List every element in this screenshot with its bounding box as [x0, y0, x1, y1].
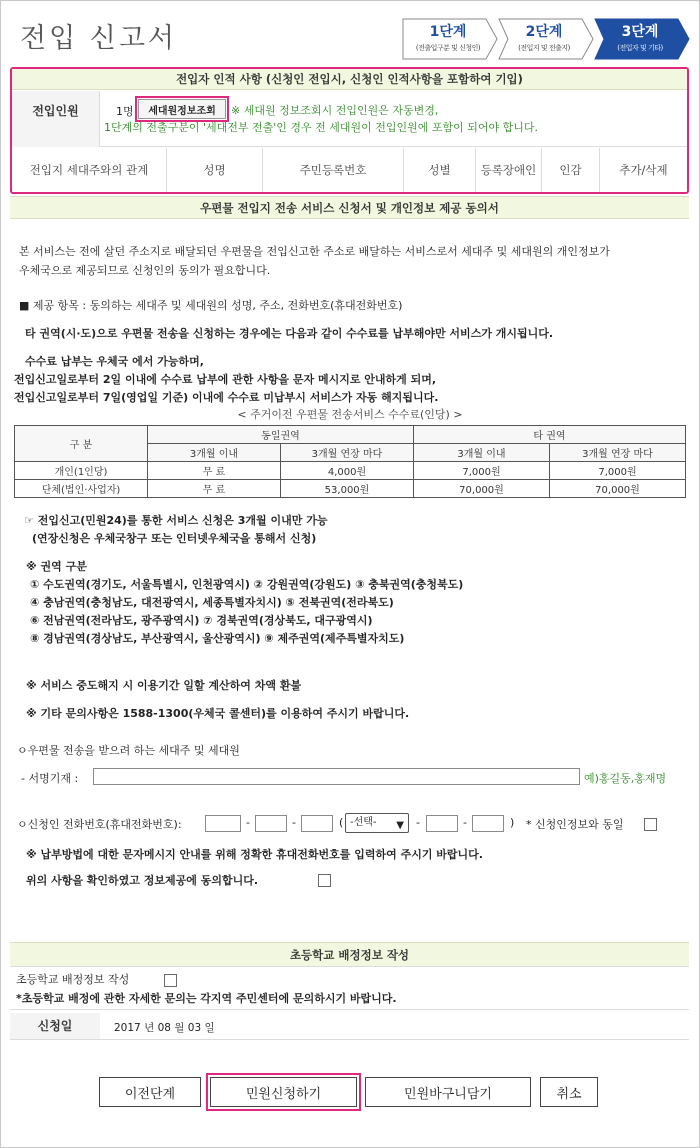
prev-step-button[interactable]: 이전단계 [99, 1077, 201, 1107]
fee-table-caption: < 주거이전 우편물 전송서비스 수수료(인당) > [237, 408, 463, 421]
phone-dash: - [416, 816, 420, 829]
basket-button[interactable]: 민원바구니담기 [365, 1077, 531, 1107]
fee-header-same: 동일권역 [148, 426, 414, 444]
column-seal: 인감 [542, 148, 600, 192]
chevron-down-icon: ▼ [396, 820, 404, 831]
phone-label: ㅇ신청인 전화번호(휴대전화번호): [17, 818, 182, 831]
step-3-subtitle: (전입자 및 기타) [617, 44, 663, 52]
member-count-value: 1명 [116, 105, 134, 118]
step-2 [498, 18, 594, 60]
phone-part-5-input[interactable] [472, 815, 504, 832]
same-as-applicant-label: * 신청인정보와 동일 [526, 818, 624, 831]
column-resident-number: 주민등록번호 [263, 148, 404, 192]
page-title: 전입 신고서 [20, 23, 177, 54]
members-section-header: 전입자 인적 사항 (신청인 전입시, 신청인 인적사항을 포함하여 기입) [12, 69, 687, 90]
recipients-label: ㅇ우편물 전송을 받으려 하는 세대주 및 세대원 [17, 744, 240, 757]
postal-items: ■ 제공 항목 : 동의하는 세대주 및 세대원의 성명, 주소, 전화번호(휴대전화번호) [19, 299, 403, 312]
apply-month-unit: 월 [174, 1022, 185, 1034]
phone-carrier-select-value: -선택- [350, 817, 377, 828]
fee-row-label: 개인(1인당) [15, 462, 148, 480]
fee-table [14, 425, 686, 498]
apply-date-value [114, 1020, 215, 1035]
elementary-note: *초등학교 배정에 관한 자세한 문의는 각지역 주민센터에 문의하시기 바랍니다. [16, 992, 397, 1005]
members-section [10, 67, 689, 194]
column-name: 성명 [167, 148, 263, 192]
region-title: ※ 권역 구분 [26, 560, 87, 573]
phone-paren-open: ( [339, 816, 344, 829]
phone-dash: - [246, 816, 250, 829]
refund-notice: ※ 서비스 중도해지 시 이용기간 일할 계산하여 차액 환불 [26, 679, 302, 692]
fee-cell: 70,000원 [414, 480, 550, 498]
agree-label: 위의 사항을 확인하였고 정보제공에 동의합니다. [26, 874, 259, 887]
fee-row-label: 단체(법인·사업자) [15, 480, 148, 498]
postal-intro-1: 본 서비스는 전에 살던 주소지로 배달되던 우편물을 전입신고한 주소로 배달하는 서비스로서 세대주 및 세대원의 개인정보가 [19, 245, 610, 258]
step-2-number: 2단계 [525, 24, 563, 40]
fee-cell: 4,000원 [281, 462, 414, 480]
postal-section-header: 우편물 전입지 전송 서비스 신청서 및 개인정보 제공 동의서 [10, 196, 689, 219]
apply-date-row [10, 1013, 689, 1040]
postal-pay-2: 전입신고일로부터 2일 이내에 수수료 납부에 관한 사항을 문자 메시지로 안내하게 되며, [14, 373, 437, 386]
fee-header-same-within: 3개월 이내 [148, 444, 281, 462]
step-3 [594, 18, 690, 60]
region-line-3: ⑥ 전남권역(전라남도, 광주광역시) ⑦ 경북권역(경상북도, 대구광역시) [30, 614, 373, 627]
step-1-subtitle: (전출입구분 및 신청인) [415, 44, 481, 52]
column-gender: 성별 [404, 148, 476, 192]
postal-fee-notice: 타 권역(시·도)으로 우편물 전송을 신청하는 경우에는 다음과 같이 수수료를 납부해야만 서비스가 개시됩니다. [25, 327, 554, 340]
contact-notice: ※ 기타 문의사항은 1588-1300(우체국 콜센터)를 이용하여 주시기 바랍니다. [26, 707, 410, 720]
phone-part-2-input[interactable] [255, 815, 287, 832]
postal-intro-2: 우체국으로 제공되므로 신청인의 동의가 필요합니다. [19, 264, 271, 277]
agree-checkbox[interactable] [318, 874, 331, 887]
postal-pay-1: 수수료 납부는 우체국 에서 가능하며, [25, 355, 204, 368]
phone-paren-close: ) [510, 816, 515, 829]
online-notice-1: ☞ 전입신고(민원24)를 통한 서비스 신청은 3개월 이내만 가능 [24, 514, 328, 527]
member-columns [12, 148, 687, 192]
phone-part-4-input[interactable] [426, 815, 458, 832]
same-as-applicant-checkbox[interactable] [644, 818, 657, 831]
member-count-label: 전입인원 [12, 91, 100, 147]
member-note-1: ※ 세대원 정보조회시 전입인원은 자동변경, [231, 104, 439, 117]
phone-note: ※ 납부방법에 대한 문자메시지 안내를 위해 정확한 휴대전화번호를 입력하여 주시기 바랍니다. [26, 848, 483, 861]
member-note-2: 1단계의 전출구분이 '세대전부 전출'인 경우 전 세대원이 전입인원에 포함이 되어야 합니다. [104, 121, 539, 134]
phone-carrier-select[interactable] [345, 813, 409, 833]
phone-part-1-input[interactable] [205, 815, 241, 832]
household-lookup-button[interactable]: 세대원정보조회 [138, 99, 226, 119]
apply-month: 08 [157, 1022, 171, 1034]
fee-header-other: 타 권역 [414, 426, 686, 444]
apply-day: 03 [187, 1022, 202, 1034]
fee-header-other-extend: 3개월 연장 마다 [550, 444, 686, 462]
column-add-delete: 추가/삭제 [619, 163, 668, 177]
column-relation: 전입지 세대주와의 관계 [12, 148, 167, 192]
fee-header-same-extend: 3개월 연장 마다 [281, 444, 414, 462]
step-3-number: 3단계 [621, 24, 659, 40]
sign-example: 예)홍길동,홍재명 [584, 772, 667, 785]
fee-header-other-within: 3개월 이내 [414, 444, 550, 462]
apply-date-label: 신청일 [10, 1013, 100, 1039]
fee-cell: 53,000원 [281, 480, 414, 498]
region-line-1: ① 수도권역(경기도, 서울특별시, 인천광역시) ② 강원권역(강원도) ③ 충북권역(충청북도) [30, 578, 464, 591]
table-row [15, 462, 686, 480]
apply-day-unit: 일 [204, 1022, 215, 1034]
apply-button[interactable]: 민원신청하기 [210, 1077, 357, 1107]
phone-part-3-input[interactable] [301, 815, 333, 832]
table-row [15, 480, 686, 498]
step-indicator [402, 18, 690, 60]
online-notice-2: (연장신청은 우체국창구 또는 인터넷우체국을 통해서 신청) [32, 532, 317, 545]
apply-year: 2017 [114, 1022, 141, 1034]
sign-label: - 서명기재 : [21, 772, 79, 785]
elementary-section [10, 966, 689, 1010]
fee-cell: 무 료 [148, 480, 281, 498]
member-count-row [12, 91, 687, 147]
phone-dash: - [463, 816, 467, 829]
step-2-subtitle: (전입지 및 전출지) [518, 44, 570, 52]
fee-cell: 70,000원 [550, 480, 686, 498]
elementary-checkbox-label: 초등학교 배정정보 작성 [16, 973, 130, 986]
region-line-4: ⑧ 경남권역(경상남도, 부산광역시, 울산광역시) ⑨ 제주권역(제주특별자치도) [30, 632, 405, 645]
step-1-number: 1단계 [429, 24, 467, 40]
sign-input[interactable] [93, 768, 580, 785]
column-disabled: 등록장애인 [476, 148, 542, 192]
fee-cell: 7,000원 [414, 462, 550, 480]
apply-year-unit: 년 [144, 1022, 155, 1034]
step-1 [402, 18, 498, 60]
postal-pay-3: 전입신고일로부터 7일(영업일 기준) 이내에 수수료 미납부시 서비스가 자동 해지됩니다. [14, 391, 439, 404]
fee-cell: 7,000원 [550, 462, 686, 480]
fee-header-category: 구 분 [15, 426, 148, 462]
elementary-checkbox[interactable] [164, 974, 177, 987]
cancel-button[interactable]: 취소 [540, 1077, 598, 1107]
phone-dash: - [292, 816, 296, 829]
fee-cell: 무 료 [148, 462, 281, 480]
elementary-section-header: 초등학교 배정정보 작성 [10, 942, 689, 966]
region-line-2: ④ 충남권역(충청남도, 대전광역시, 세종특별자치시) ⑤ 전북권역(전라북도) [30, 596, 394, 609]
